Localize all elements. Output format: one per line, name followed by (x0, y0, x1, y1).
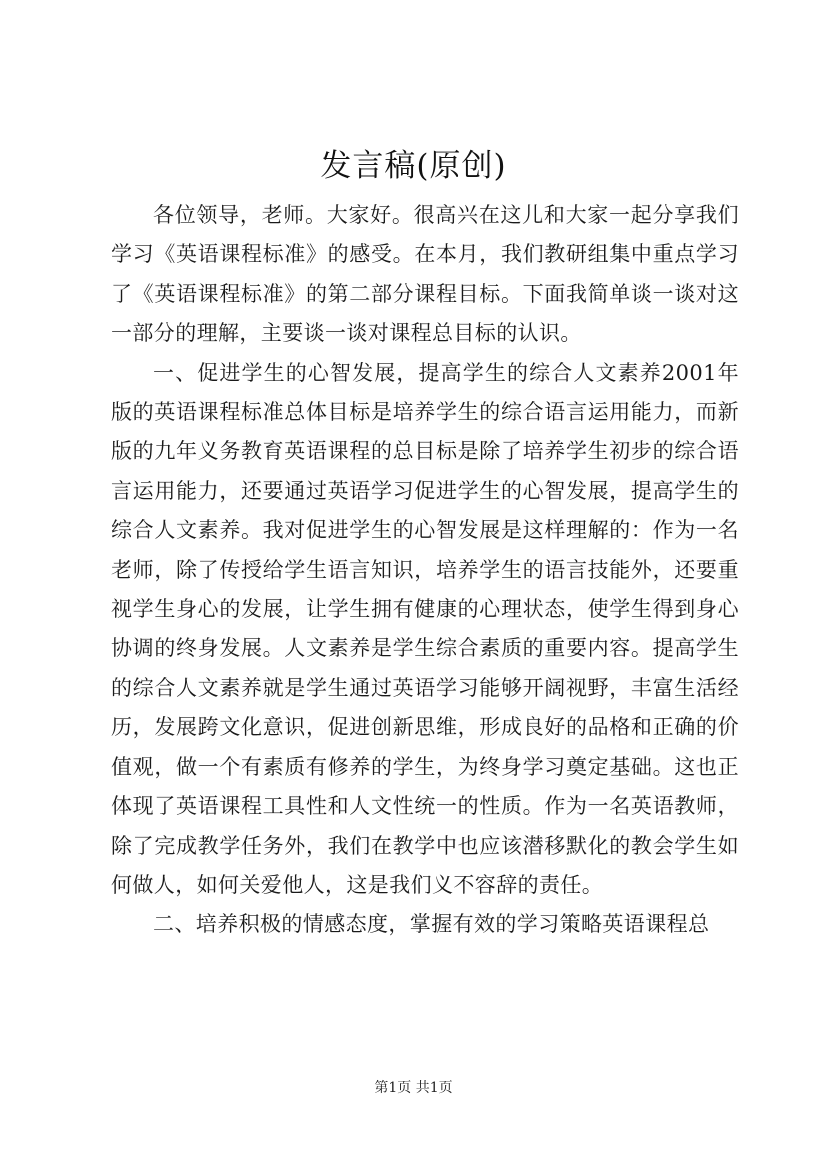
page-number-footer: 第1页 共1页 (374, 1080, 453, 1096)
paragraph-section-two: 二、培养积极的情感态度，掌握有效的学习策略英语课程总 (153, 912, 710, 937)
paragraph-greeting: 各位领导，老师。大家好。很高兴在这儿和大家一起分享我们学习《英语课程标准》的感受。在本月，我们教研组集中重点学习了《英语课程标准》的第二部分课程目标。下面我简单谈一谈对这一部分的理解，主要谈一谈对课程总目标的认识。 (111, 203, 739, 346)
document-body (111, 196, 739, 945)
document-title: 发言稿(原创) (320, 148, 507, 184)
paragraph-section-one: 一、促进学生的心智发展，提高学生的综合人文素养2001年版的英语课程标准总体目标是培养学生的综合语言运用能力，而新版的九年义务教育英语课程的总目标是除了培养学生初步的综合语言运用能力，还要通过英语学习促进学生的心智发展，提高学生的综合人文素养。我对促进学生的心智发展是这样理解的：作为一名老师，除了传授给学生语言知识，培养学生的语言技能外，还要重视学生身心的发展，让学生拥有健康的心理状态，使学生得到身心协调的终身发展。人文素养是学生综合素质的重要内容。提高学生的综合人文素养就是学生通过英语学习能够开阔视野，丰富生活经历，发展跨文化意识，促进创新思维，形成良好的品格和正确的价值观，做一个有素质有修养的学生，为终身学习奠定基础。这也正体现了英语课程工具性和人文性统一的性质。作为一名英语教师，除了完成教学任务外，我们在教学中也应该潜移默化的教会学生如何做人，如何关爱他人，这是我们义不容辞的责任。 (111, 360, 739, 897)
